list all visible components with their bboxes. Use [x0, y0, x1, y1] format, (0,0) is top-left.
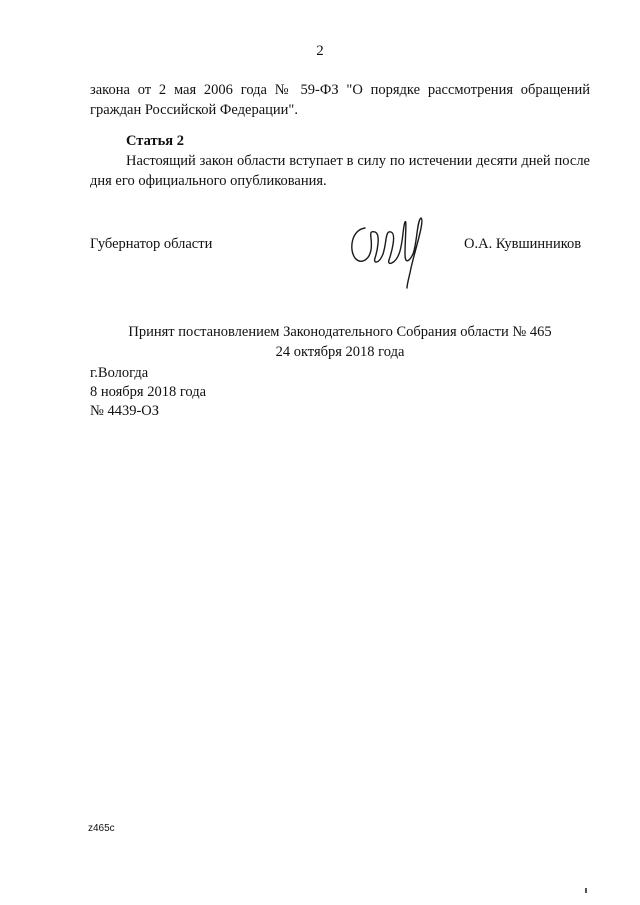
footer-code: z465c	[88, 823, 115, 834]
page-number: 2	[316, 43, 324, 59]
law-number: № 4439-ОЗ	[90, 403, 160, 419]
handwritten-signature	[345, 210, 435, 290]
paragraph-line: граждан Российской Федерации".	[90, 102, 298, 118]
adoption-note	[0, 322, 640, 362]
signatory-name: О.А. Кувшинников	[464, 236, 582, 252]
paragraph-continuation	[90, 80, 590, 120]
article-heading: Статья 2	[126, 133, 184, 149]
signing-date: 8 ноября 2018 года	[90, 384, 207, 400]
signatory-position: Губернатор области	[90, 236, 213, 252]
adoption-line: Принят постановлением Законодательного Собрания области № 465	[128, 324, 552, 340]
city: г.Вологда	[90, 365, 149, 381]
adoption-date: 24 октября 2018 года	[275, 344, 405, 360]
scan-mark	[585, 888, 587, 893]
paragraph-line: закона от 2 мая 2006 года № 59-ФЗ "О порядке рассмотрения обращений	[90, 82, 590, 98]
place-date-block	[90, 364, 206, 421]
article-text: Настоящий закон области вступает в силу по истечении десяти дней после дня его официального опубликования.	[90, 153, 590, 189]
